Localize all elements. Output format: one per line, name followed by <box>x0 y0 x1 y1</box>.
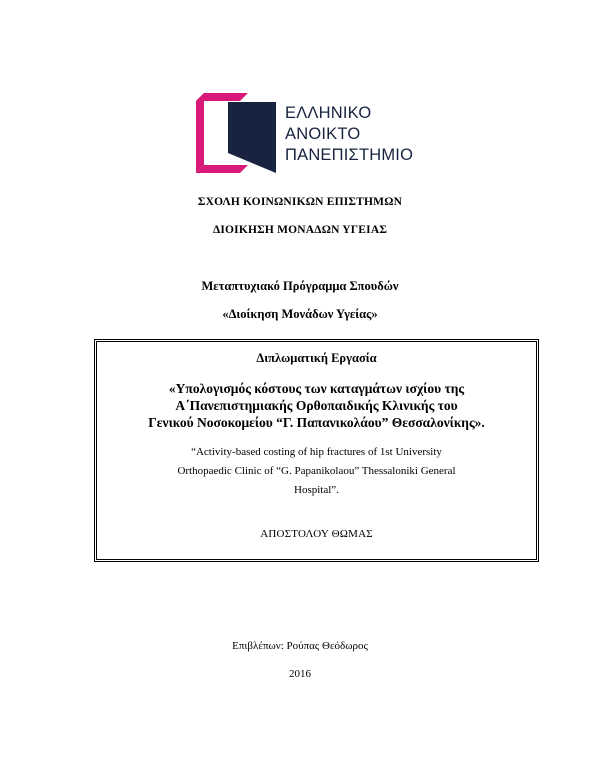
author-name: ΑΠΟΣΤΟΛΟΥ ΘΩΜΑΣ <box>260 528 373 540</box>
school-name: ΣΧΟΛΗ ΚΟΙΝΩΝΙΚΩΝ ΕΠΙΣΤΗΜΩΝ <box>197 196 403 208</box>
thesis-type: Διπλωματική Εργασία <box>256 351 377 365</box>
english-title-line-3: Hospital”. <box>294 484 339 496</box>
department-name: ΔΙΟΙΚΗΣΗ ΜΟΝΑΔΩΝ ΥΓΕΙΑΣ <box>212 224 388 236</box>
greek-title <box>97 380 536 431</box>
university-logo <box>196 93 416 173</box>
thesis-box <box>94 339 539 562</box>
year: 2016 <box>289 668 311 680</box>
logo-line-2: ΑΝΟΙΚΤΟ <box>285 125 361 143</box>
logo-line-1: ΕΛΛΗΝΙΚΟ <box>285 104 372 122</box>
supervisor: Επιβλέπων: Ρούπας Θεόδωρος <box>232 640 368 652</box>
program-name: «Διοίκηση Μονάδων Υγείας» <box>222 307 378 321</box>
english-title <box>97 443 536 500</box>
logo-line-3: ΠΑΝΕΠΙΣΤΗΜΙΟ <box>285 146 414 164</box>
english-title-line-1: “Activity-based costing of hip fractures of 1st University <box>191 446 442 458</box>
greek-title-line-2: Α΄Πανεπιστημιακής Ορθοπαιδικής Κλινικής του <box>175 398 458 413</box>
greek-title-line-1: «Υπολογισμός κόστους των καταγμάτων ισχίου της <box>168 381 465 396</box>
greek-title-line-3: Γενικού Νοσοκομείου “Γ. Παπανικολάου” Θεσσαλονίκης». <box>148 415 485 430</box>
program-label: Μεταπτυχιακό Πρόγραμμα Σπουδών <box>201 279 399 293</box>
logo-emblem-icon <box>196 93 281 173</box>
english-title-line-2: Orthopaedic Clinic of “G. Papanikolaou” Thessaloniki General <box>177 465 456 477</box>
